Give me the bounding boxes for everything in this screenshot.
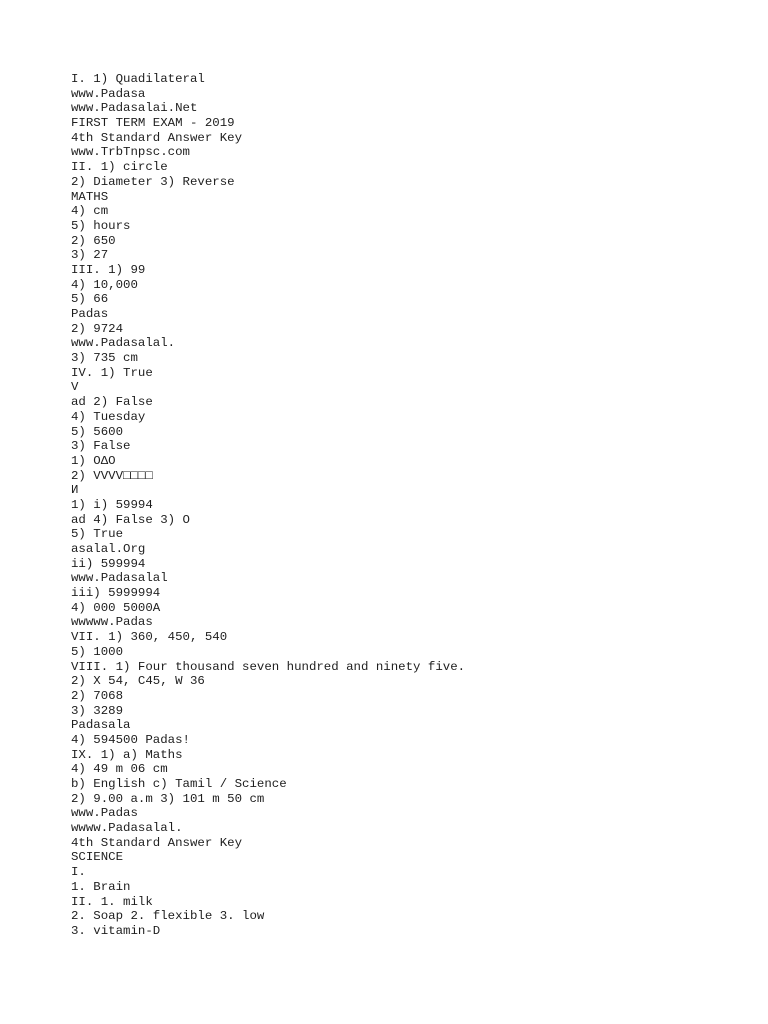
document-line: 2) VVVV□□□□ — [71, 468, 153, 483]
document-line: IV. 1) True — [71, 365, 153, 380]
document-line: wwww.Padasalal. — [71, 821, 183, 836]
document-line: 3) 27 — [71, 248, 109, 263]
document-line: 2) 7068 — [71, 688, 124, 703]
document-line: 4) cm — [71, 204, 109, 219]
document-line: 4th Standard Answer Key — [71, 835, 243, 850]
document-line: FIRST TERM EXAM - 2019 — [71, 116, 235, 131]
document-line: wwwww.Padas — [71, 615, 153, 630]
document-line: 4th Standard Answer Key — [71, 130, 243, 145]
document-line: 5) hours — [71, 218, 131, 233]
document-line: b) English c) Tamil / Science — [71, 777, 287, 791]
document-line: VII. 1) 360, 450, 540 — [71, 630, 228, 645]
document-line: 2) Diameter 3) Reverse — [71, 174, 235, 189]
document-line: II. 1) circle — [71, 160, 168, 175]
document-line: 5) True — [71, 527, 124, 542]
document-line: www.TrbTnpsc.com — [71, 145, 190, 160]
document-line: 2) X 54, C45, W 36 — [71, 674, 205, 689]
document-line: II. 1. milk — [71, 894, 153, 909]
document-line: Padasala — [71, 718, 131, 733]
document-line: 5) 5600 — [71, 424, 124, 439]
document-line: 2) 650 — [71, 233, 116, 248]
document-line: 4) 10,000 — [71, 277, 138, 292]
document-line: 4) Tuesday — [71, 409, 146, 424]
document-line: IX. 1) a) Maths — [71, 747, 183, 762]
document-line: VIII. 1) Four thousand seven hundred and ninety five. — [71, 659, 466, 674]
document-line: MATHS — [71, 189, 109, 204]
document-line: 2) 9.00 a.m 3) 101 m 50 cm — [71, 791, 265, 806]
document-line: www.Padasalai.Net — [71, 101, 198, 116]
document-line: 5) 66 — [71, 292, 109, 307]
document-line: III. 1) 99 — [71, 262, 146, 277]
document-line: www.Padas — [71, 806, 138, 821]
document-line: 3. vitamin-D — [71, 923, 161, 938]
document-line: 3) 3289 — [71, 703, 124, 718]
document-line: 4) 000 5000A — [71, 600, 161, 615]
document-line: 1) OΔO — [71, 453, 116, 468]
answer-key-document — [71, 72, 751, 939]
document-line: iii) 5999994 — [71, 586, 161, 601]
document-line: 4) 594500 Padas! — [71, 732, 190, 747]
document-line: 3) False — [71, 439, 131, 454]
document-line: ii) 599994 — [71, 556, 146, 571]
document-line: 2) 9724 — [71, 321, 124, 336]
document-line: www.Padasalal — [71, 571, 168, 586]
document-line: SCIENCE — [71, 850, 124, 865]
document-line: 2. Soap 2. flexible 3. low — [71, 909, 265, 924]
document-line: 3) 735 cm — [71, 351, 138, 366]
document-line: 4) 49 m 06 cm — [71, 762, 168, 777]
document-line: 1. Brain — [71, 879, 131, 894]
document-line: www.Padasalal. — [71, 336, 176, 351]
document-line: И — [71, 483, 79, 498]
document-line: ad 4) False 3) O — [71, 512, 190, 527]
document-line: ad 2) False — [71, 395, 153, 410]
document-line: 5) 1000 — [71, 644, 124, 659]
document-line: 1) i) 59994 — [71, 497, 153, 512]
document-line: I. — [71, 865, 86, 880]
document-line: Padas — [71, 307, 109, 321]
document-line: asalal.Org — [71, 542, 146, 556]
document-line: I. 1) Quadilateral — [71, 72, 205, 86]
document-line: V — [71, 380, 79, 395]
document-line: www.Padasa — [71, 86, 146, 101]
